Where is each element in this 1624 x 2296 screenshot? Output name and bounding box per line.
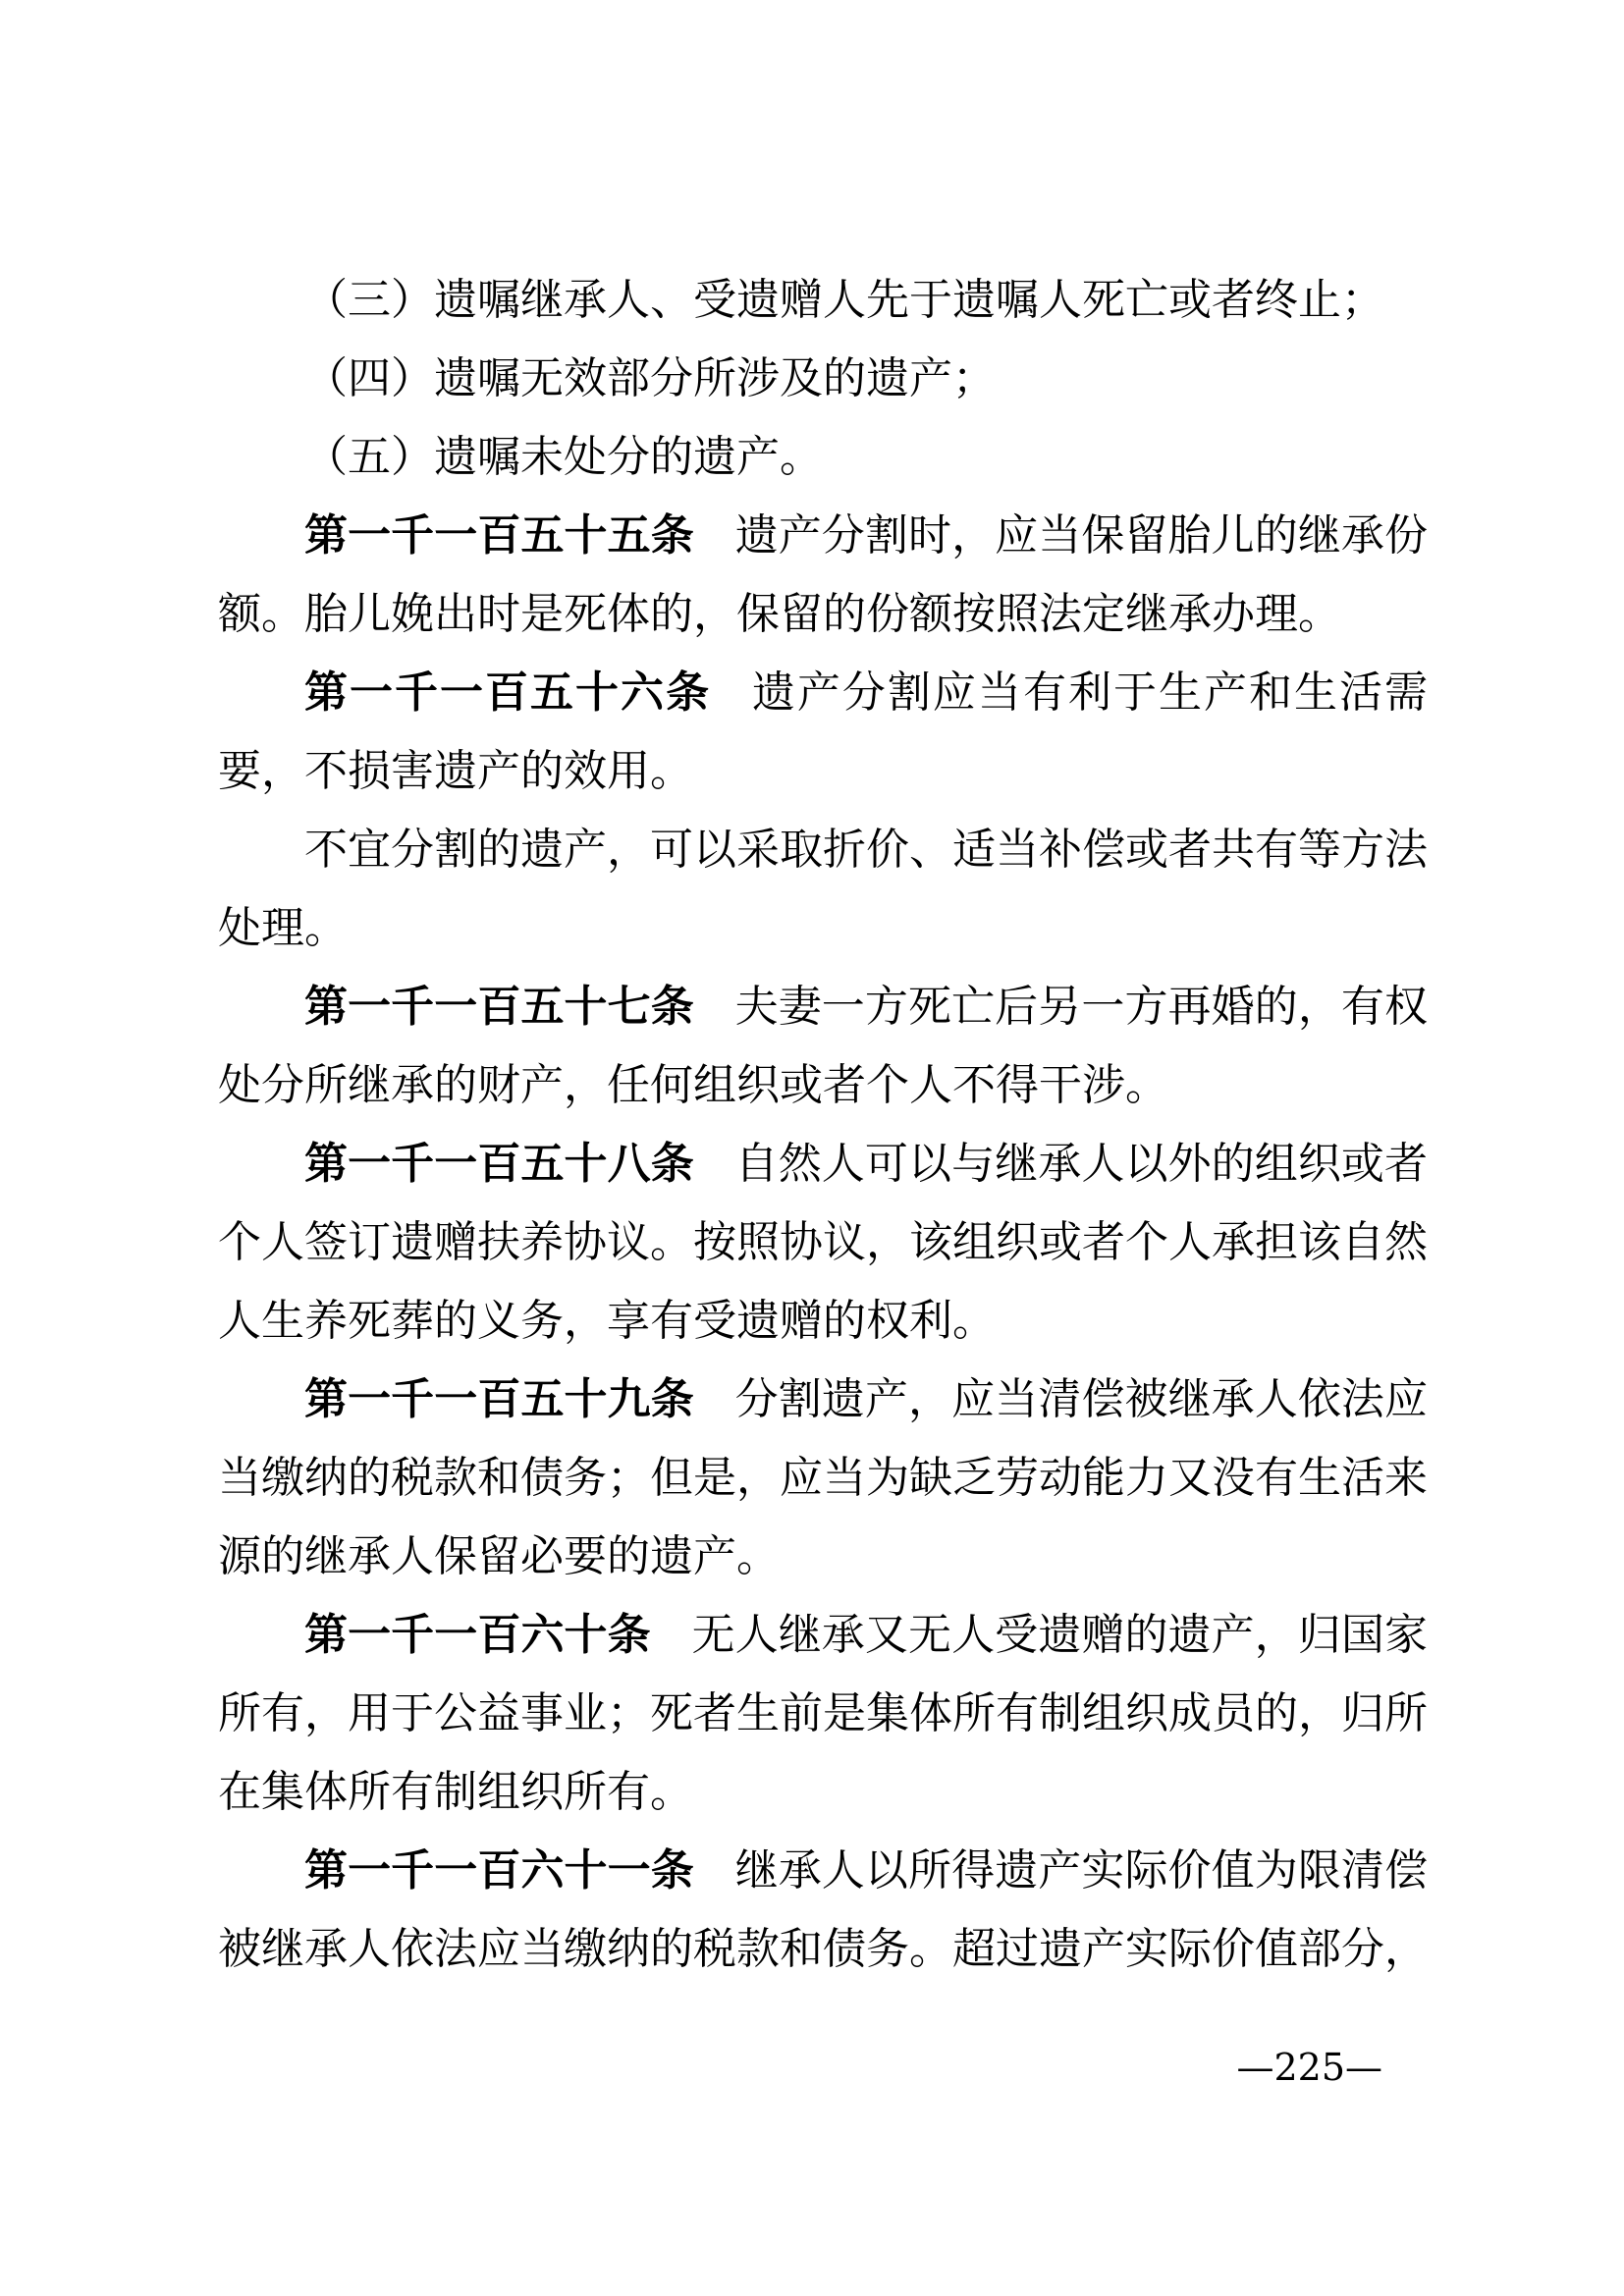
article-number: 第一千一百五十七条: [304, 983, 694, 1031]
article-number: 第一千一百五十九条: [304, 1375, 694, 1423]
article-1161: [218, 1832, 1428, 1989]
list-item-text: （五）遗嘱未处分的遗产。: [304, 433, 823, 481]
article-1160: [218, 1596, 1428, 1832]
page-number: —225—: [1236, 2046, 1382, 2089]
article-text: 无人继承又无人受遗赠的遗产，归国家所有，用于公益事业；死者生前是集体所有制组织成员的，归所在集体所有制组织所有。: [218, 1611, 1428, 1816]
article-1159: [218, 1361, 1428, 1596]
article-1158: [218, 1125, 1428, 1361]
article-1156-paragraph-2: [218, 811, 1428, 968]
list-item-5: [218, 418, 1428, 497]
list-item-text: （三）遗嘱继承人、受遗赠人先于遗嘱人死亡或者终止；: [304, 276, 1384, 324]
article-text: 夫妻一方死亡后另一方再婚的，有权处分所继承的财产，任何组织或者个人不得干涉。: [218, 983, 1429, 1109]
list-item-3: [218, 261, 1428, 340]
article-text: 继承人以所得遗产实际价值为限清偿被继承人依法应当缴纳的税款和债务。超过遗产实际价值部分，: [218, 1846, 1429, 1973]
article-number: 第一千一百五十八条: [304, 1140, 694, 1188]
article-number: 第一千一百五十六条: [304, 668, 712, 717]
article-text: 遗产分割应当有利于生产和生活需要，不损害遗产的效用。: [218, 668, 1429, 795]
list-item-text: （四）遗嘱无效部分所涉及的遗产；: [304, 354, 996, 402]
document-body: [218, 261, 1428, 1989]
article-1157: [218, 968, 1428, 1125]
list-item-4: [218, 340, 1428, 418]
article-number: 第一千一百六十一条: [304, 1846, 694, 1895]
article-1156: [218, 654, 1428, 811]
article-number: 第一千一百五十五条: [304, 511, 694, 560]
article-text: 自然人可以与继承人以外的组织或者个人签订遗赠扶养协议。按照协议，该组织或者个人承担该自然人生养死葬的义务，享有受遗赠的权利。: [218, 1140, 1429, 1345]
article-1155: [218, 497, 1428, 654]
article-number: 第一千一百六十条: [304, 1611, 651, 1659]
article-text: 遗产分割时，应当保留胎儿的继承份额。胎儿娩出时是死体的，保留的份额按照法定继承办理。: [218, 511, 1429, 638]
article-text: 分割遗产，应当清偿被继承人依法应当缴纳的税款和债务；但是，应当为缺乏劳动能力又没有生活来源的继承人保留必要的遗产。: [218, 1375, 1429, 1580]
article-text: 不宜分割的遗产，可以采取折价、适当补偿或者共有等方法处理。: [218, 826, 1428, 952]
